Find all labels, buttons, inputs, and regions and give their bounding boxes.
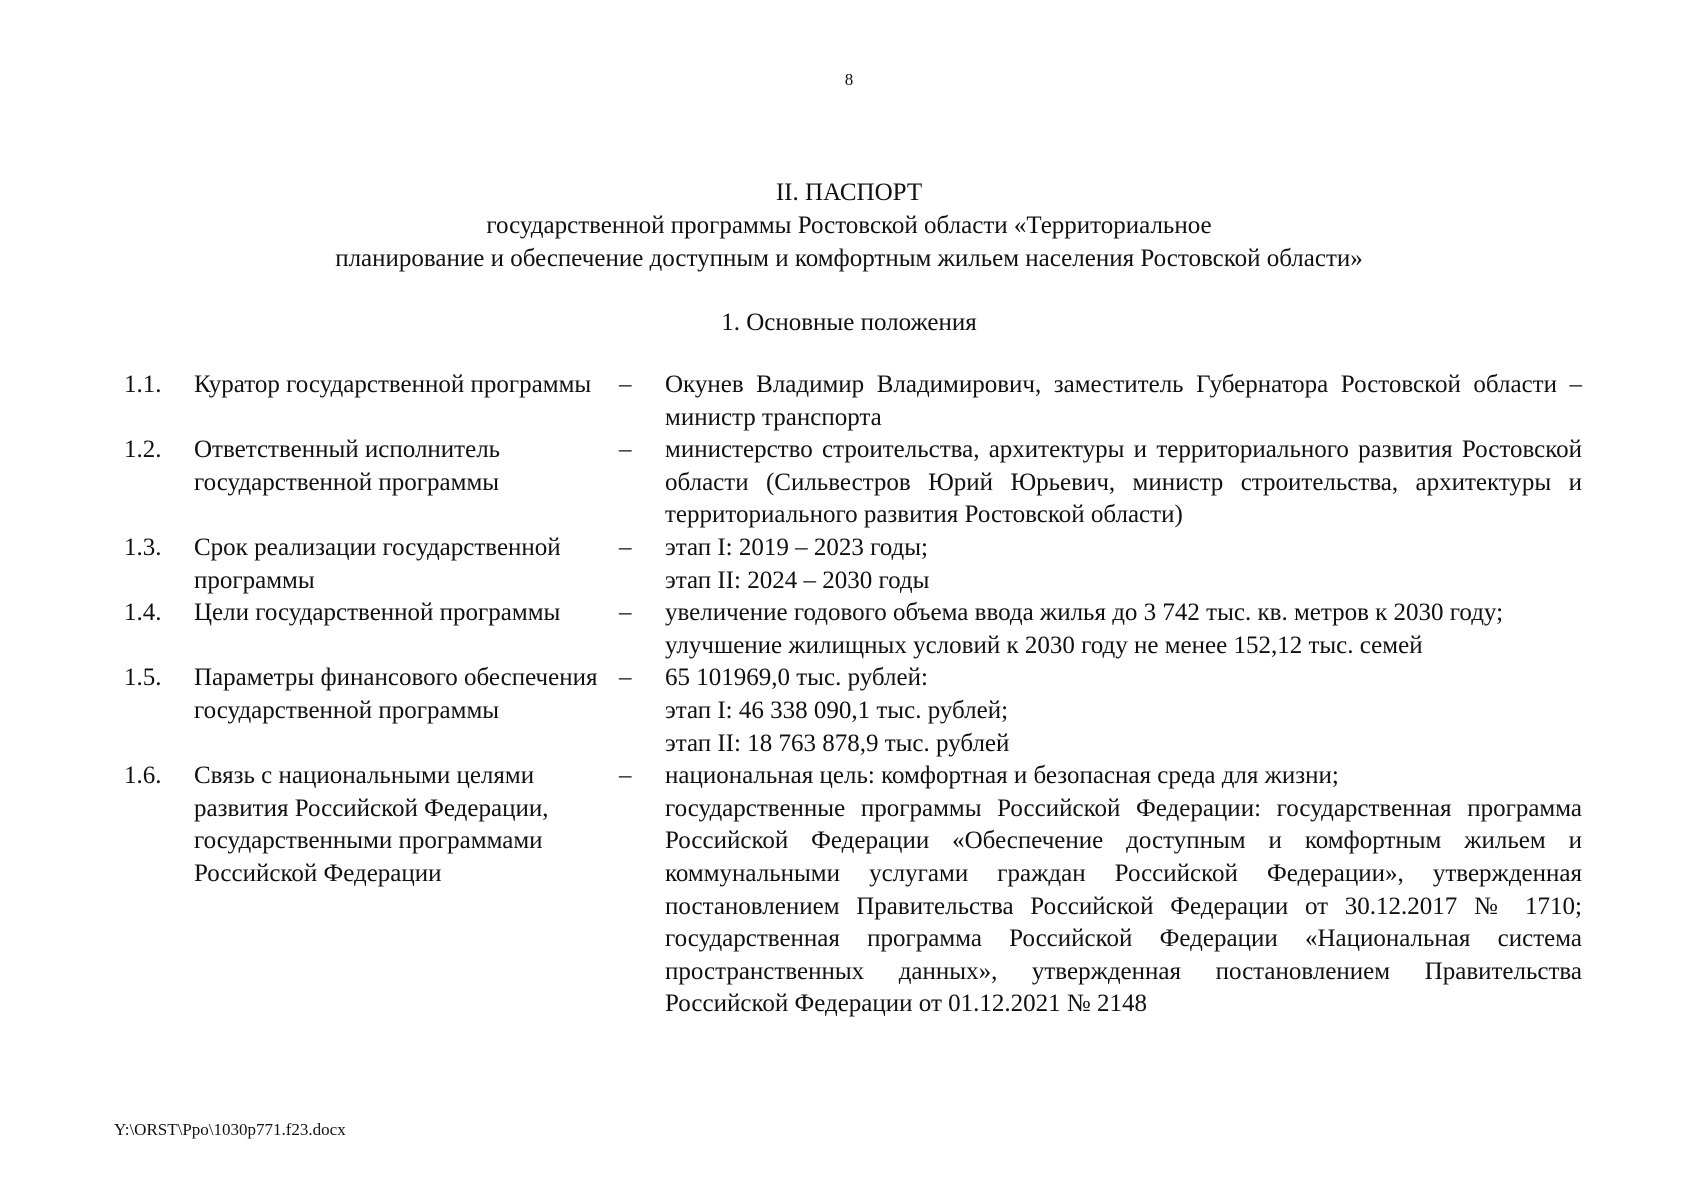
row-dash: – [619,371,632,398]
passport-row-1-4 [124,597,1582,662]
heading-line-1: II. ПАСПОРТ [775,179,923,206]
row-value-line: этап I: 2019 – 2023 годы; [665,533,929,561]
row-number: 1.6. [124,762,162,790]
row-number: 1.5. [124,664,162,692]
row-value [665,434,1582,532]
passport-table [124,369,1582,1021]
row-value-line: этап II: 2024 – 2030 годы [665,566,930,594]
file-path-footer: Y:\ORST\Ppo\1030p771.f23.docx [114,1120,346,1139]
section-title: 1. Основные положения [721,309,977,336]
passport-row-1-5 [124,662,1582,760]
row-dash: – [619,664,632,692]
row-value-line: Окунев Владимир Владимирович, заместитель Губернатора Ростовской области – министр транспорта [665,371,1582,431]
row-dash: – [619,436,632,464]
row-value-line: государственные программы Российской Федерации: государственная программа Российской Федерации «Обеспечение доступным и комфортным жильем и коммунальными услугами граждан Российской Федерации», утвержденная постановлением Правительства Российской Федерации от 30.12.2017 № 1710; государственная программа Российской Федерации «Национальная система пространственных данных», утвержденная постановлением Правительства Российской Федерации от 01.12.2021 № 2148 [665,794,1582,1018]
row-value-line: улучшение жилищных условий к 2030 году не менее 152,12 тыс. семей [665,631,1423,659]
row-value [665,532,1582,597]
row-number: 1.1. [124,371,162,398]
row-value-line: министерство строительства, архитектуры и территориального развития Ростовской области (Сильвестров Юрий Юрьевич, министр строительства, архитектуры и территориального развития Ростовской области) [665,436,1582,529]
row-value-line: национальная цель: комфортная и безопасная среда для жизни; [665,762,1339,790]
row-label: Срок реализации государственной программы [194,533,561,594]
row-dash: – [619,533,632,561]
row-value-line: этап I: 46 338 090,1 тыс. рублей; [665,696,1009,724]
row-value-line: увеличение годового объема ввода жилья до 3 742 тыс. кв. метров к 2030 году; [665,599,1504,627]
row-value-line: 65 101969,0 тыс. рублей: [665,664,928,692]
row-label: Куратор государственной программы [194,371,592,398]
passport-row-1-2 [124,434,1582,532]
row-label: Связь с национальными целями развития Российской Федерации, государственными программами Российской Федерации [194,762,549,887]
row-number: 1.2. [124,436,162,464]
row-dash: – [619,599,632,627]
row-value [665,597,1582,662]
row-label: Параметры финансового обеспечения государственной программы [194,664,598,724]
row-label: Цели государственной программы [194,599,561,627]
row-number: 1.4. [124,599,162,627]
row-value [665,369,1582,434]
heading-line-2: государственной программы Ростовской области «Территориальное [486,212,1212,239]
document-heading [0,176,1698,275]
row-value-line: этап II: 18 763 878,9 тыс. рублей [665,729,1010,757]
heading-line-3: планирование и обеспечение доступным и комфортным жильем населения Ростовской области» [335,245,1363,272]
row-number: 1.3. [124,533,162,561]
row-value [665,760,1582,1021]
passport-row-1-3 [124,532,1582,597]
row-dash: – [619,762,632,790]
passport-row-1-1 [124,369,1582,434]
row-label: Ответственный исполнитель государственной программы [194,436,501,496]
row-value [665,662,1582,760]
page-number: 8 [844,70,854,89]
passport-row-1-6 [124,760,1582,1021]
